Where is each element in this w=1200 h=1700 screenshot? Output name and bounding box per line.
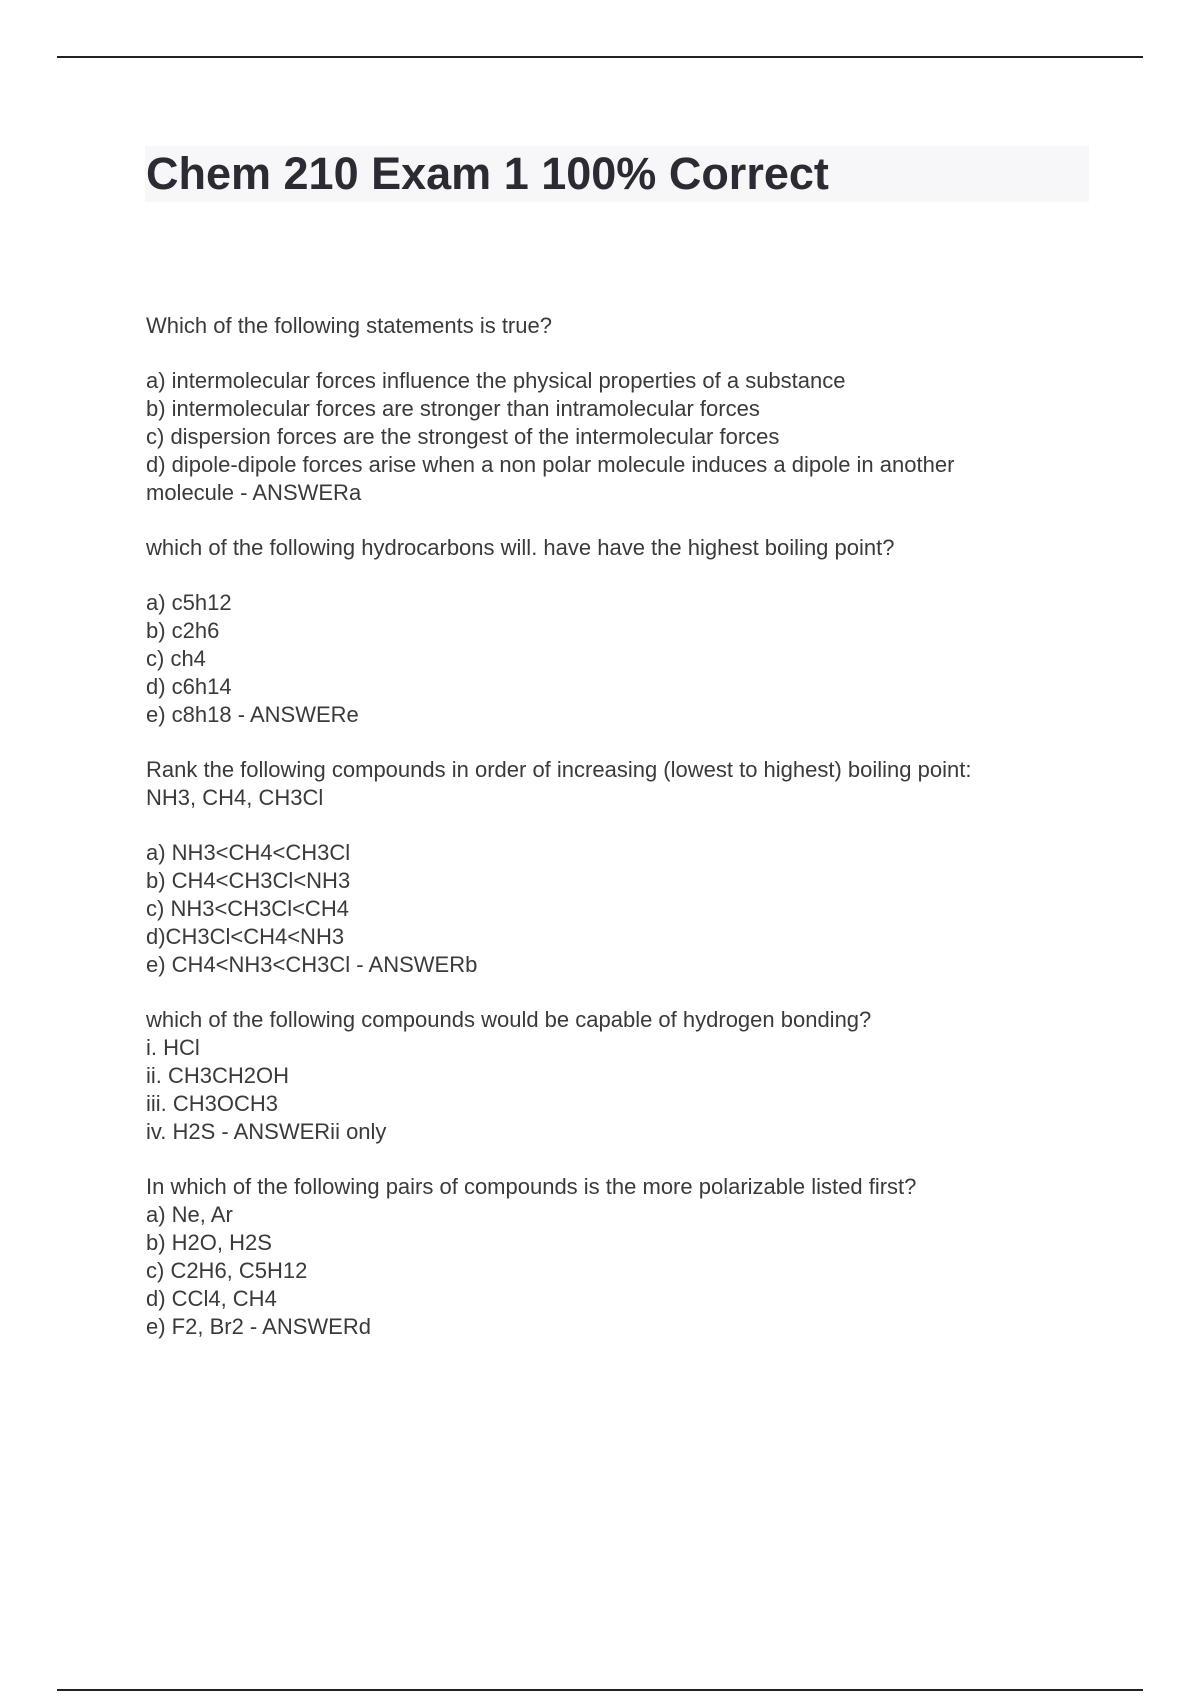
answer-option: a) Ne, Ar — [146, 1202, 233, 1227]
question-list — [146, 312, 1066, 1368]
question-1 — [146, 312, 1066, 507]
answer-option: b) intermolecular forces are stronger than intramolecular forces — [146, 396, 760, 421]
answer-key: molecule - ANSWERa — [146, 480, 362, 505]
question-2 — [146, 534, 1066, 729]
answer-option: c) C2H6, C5H12 — [146, 1258, 308, 1283]
question-prompt: NH3, CH4, CH3Cl — [146, 785, 324, 810]
answer-option: b) H2O, H2S — [146, 1230, 272, 1255]
answer-option: d)CH3Cl<CH4<NH3 — [146, 924, 345, 949]
bottom-rule — [57, 1689, 1143, 1691]
question-prompt: Which of the following statements is true? — [146, 313, 552, 338]
answer-option: a) NH3<CH4<CH3Cl — [146, 840, 351, 865]
answer-key: iv. H2S - ANSWERii only — [146, 1119, 387, 1144]
question-prompt: In which of the following pairs of compounds is the more polarizable listed first? — [146, 1174, 917, 1199]
question-5 — [146, 1173, 1066, 1341]
answer-option: c) NH3<CH3Cl<CH4 — [146, 896, 349, 921]
question-4 — [146, 1006, 1066, 1146]
answer-option: a) intermolecular forces influence the physical properties of a substance — [146, 368, 846, 393]
answer-option: d) dipole-dipole forces arise when a non polar molecule induces a dipole in another — [146, 452, 955, 477]
prompt-gap — [146, 812, 1066, 839]
answer-option: ii. CH3CH2OH — [146, 1063, 290, 1088]
answer-option: iii. CH3OCH3 — [146, 1091, 279, 1116]
prompt-gap — [146, 562, 1066, 589]
page-title: Chem 210 Exam 1 100% Correct — [146, 148, 829, 199]
answer-option: c) ch4 — [146, 646, 206, 671]
answer-option: a) c5h12 — [146, 590, 232, 615]
question-prompt: which of the following compounds would be capable of hydrogen bonding? — [146, 1007, 872, 1032]
answer-option: c) dispersion forces are the strongest of the intermolecular forces — [146, 424, 780, 449]
answer-option: b) CH4<CH3Cl<NH3 — [146, 868, 351, 893]
answer-key: e) c8h18 - ANSWERe — [146, 702, 359, 727]
answer-option: d) CCl4, CH4 — [146, 1286, 277, 1311]
answer-key: e) CH4<NH3<CH3Cl - ANSWERb — [146, 952, 478, 977]
question-prompt: which of the following hydrocarbons will. have have the highest boiling point? — [146, 535, 895, 560]
answer-key: e) F2, Br2 - ANSWERd — [146, 1314, 371, 1339]
prompt-gap — [146, 340, 1066, 367]
question-3 — [146, 756, 1066, 979]
top-rule — [57, 56, 1143, 58]
answer-option: d) c6h14 — [146, 674, 232, 699]
question-prompt: Rank the following compounds in order of increasing (lowest to highest) boiling point: — [146, 757, 972, 782]
answer-option: i. HCl — [146, 1035, 200, 1060]
answer-option: b) c2h6 — [146, 618, 220, 643]
